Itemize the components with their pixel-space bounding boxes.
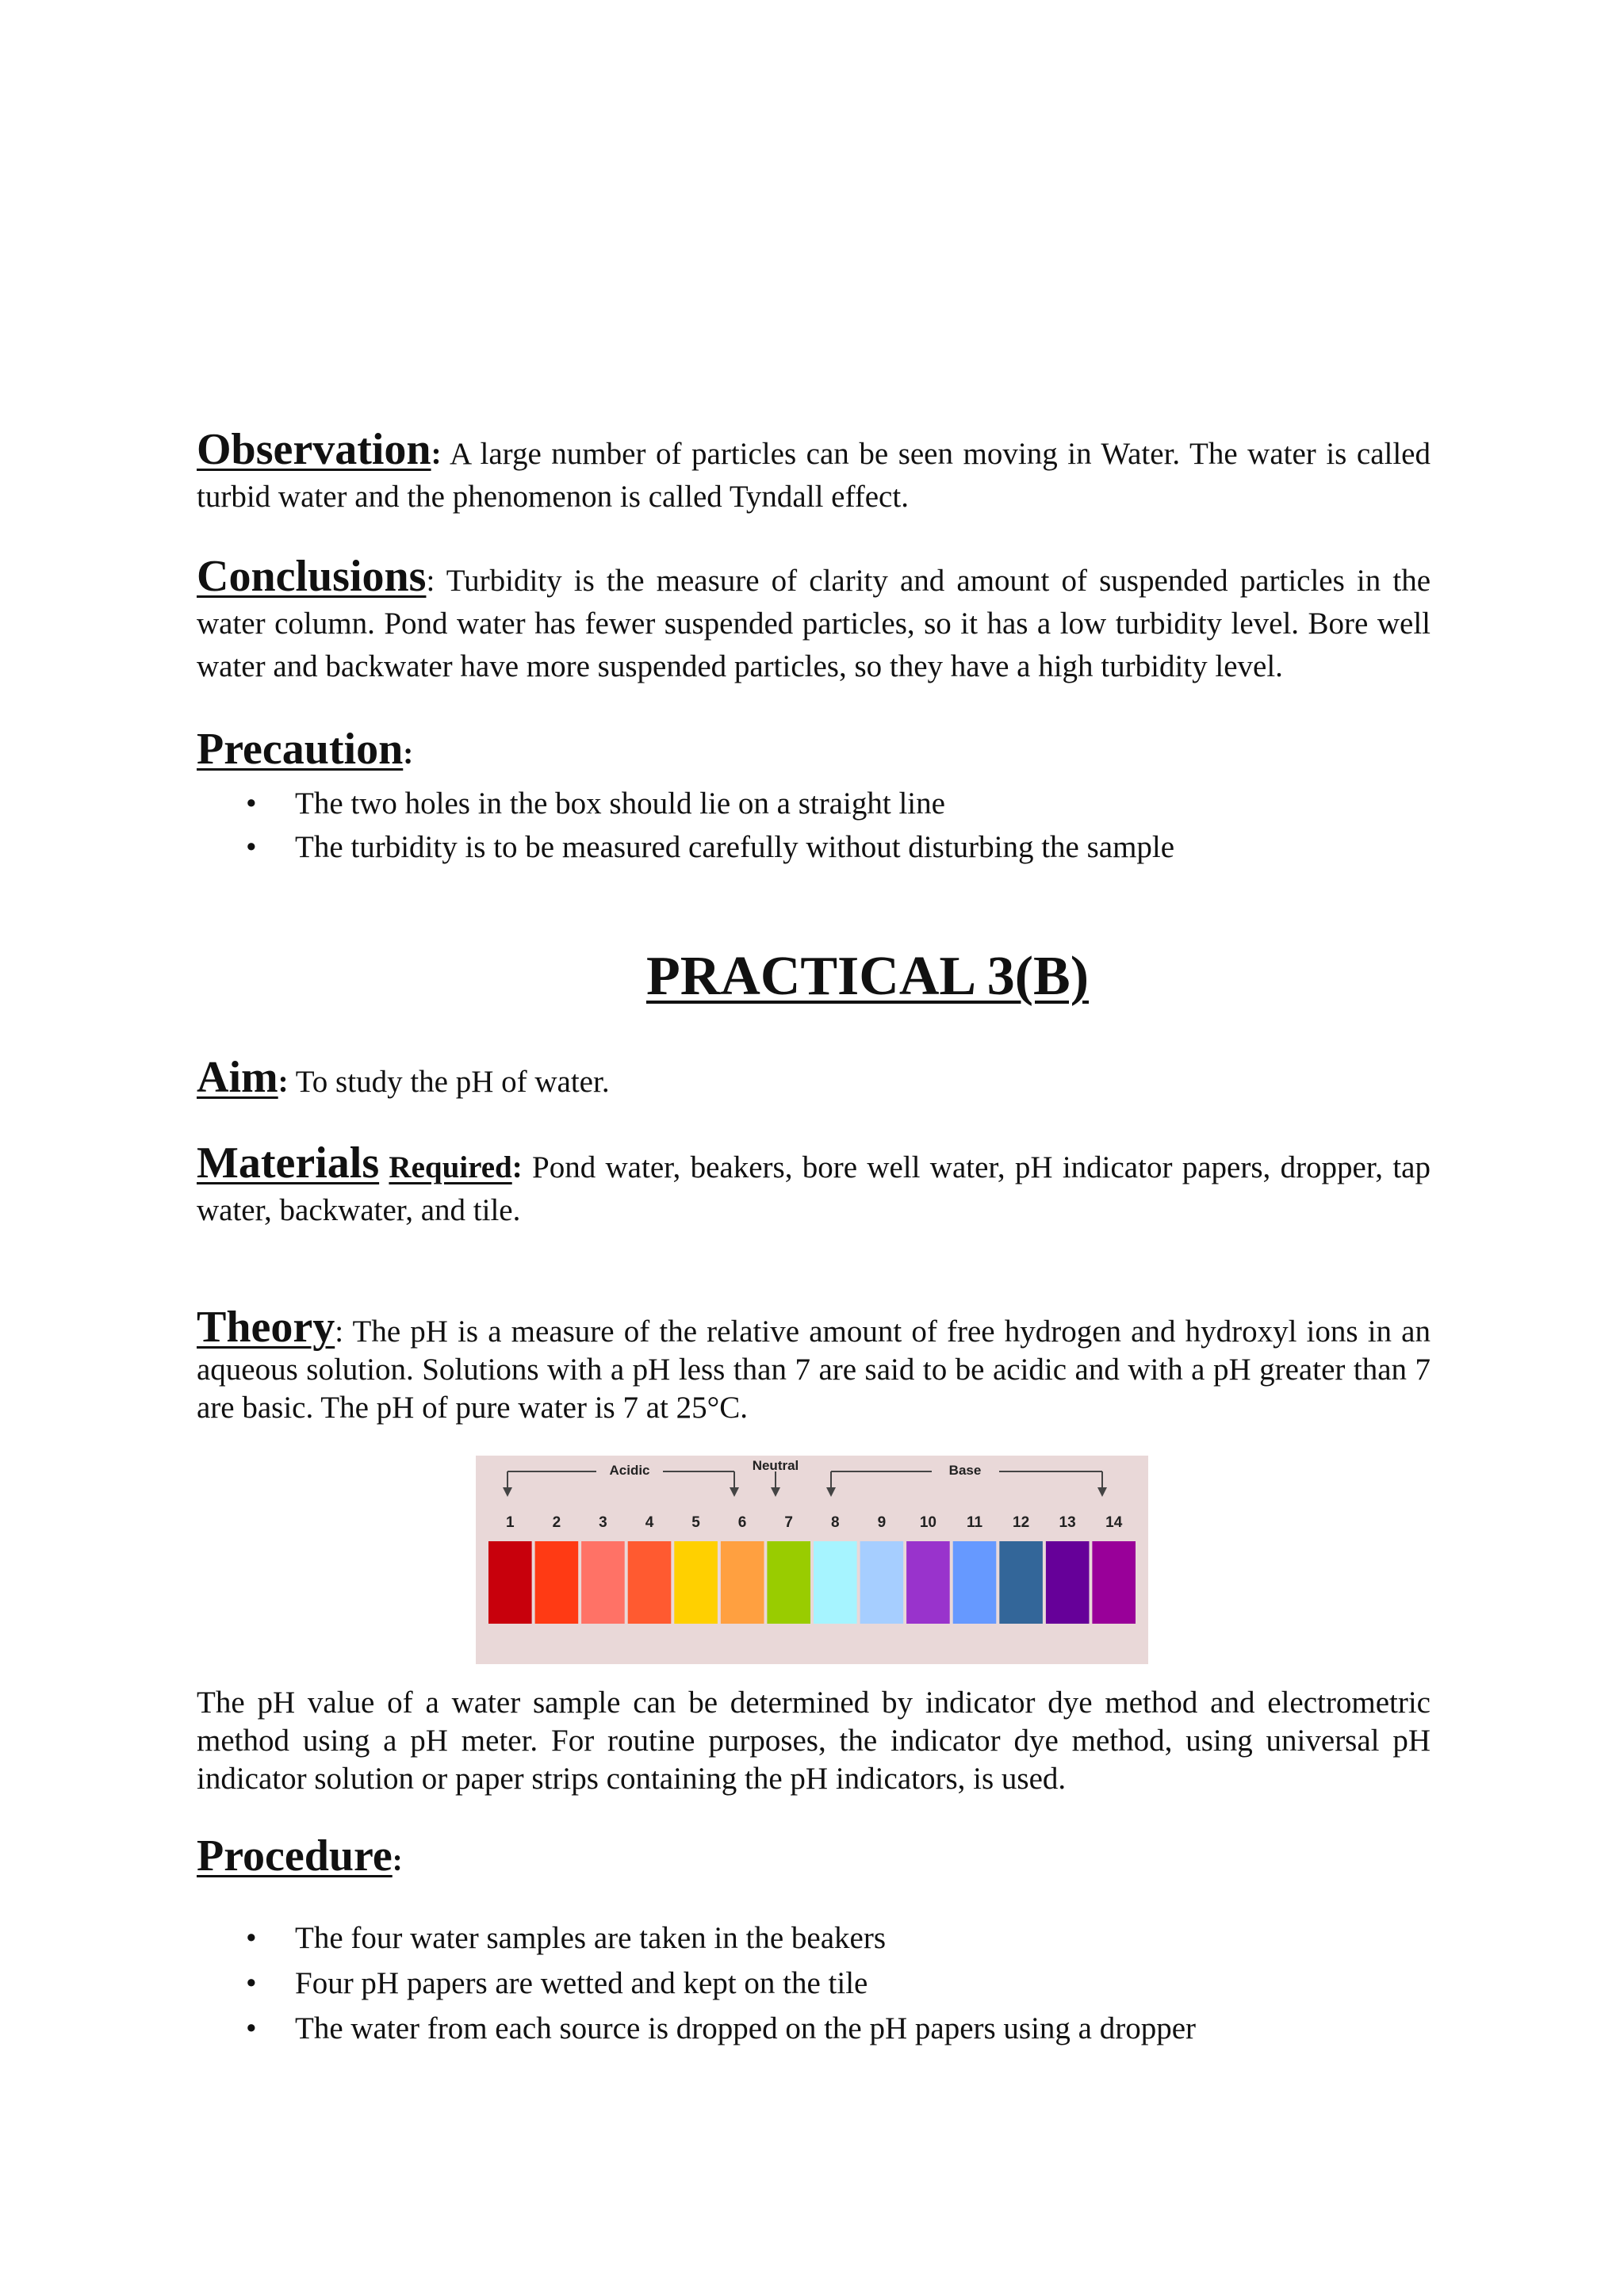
theory-colon: : bbox=[335, 1314, 344, 1349]
ph-swatch-8 bbox=[814, 1541, 857, 1624]
ph-number-9: 9 bbox=[877, 1514, 887, 1531]
conclusions-text: Turbidity is the measure of clarity and amount of suspended particles in the water column. Pond water has fewer suspended particles, so it has a low turbidity level. Bore well water and backwater have more suspended particles, so they have a high turbidity level. bbox=[197, 564, 1431, 683]
ph-label-neutral: Neutral bbox=[752, 1458, 799, 1473]
ph-swatch-4 bbox=[628, 1541, 672, 1624]
ph-numbers bbox=[506, 1514, 1123, 1531]
observation-colon: : bbox=[431, 437, 442, 471]
ph-swatch-9 bbox=[860, 1541, 904, 1624]
ph-swatch-14 bbox=[1092, 1541, 1136, 1624]
ph-swatch-7 bbox=[767, 1541, 810, 1624]
list-item: • The four water samples are taken in the beakers bbox=[197, 1915, 1431, 1961]
ph-swatch-11 bbox=[953, 1541, 997, 1624]
precaution-heading: Precaution bbox=[197, 725, 404, 774]
conclusions-heading: Conclusions bbox=[197, 552, 427, 601]
ph-number-3: 3 bbox=[599, 1514, 607, 1531]
ph-number-11: 11 bbox=[966, 1514, 983, 1531]
materials-colon: : bbox=[511, 1150, 523, 1184]
ph-number-1: 1 bbox=[506, 1514, 515, 1531]
ph-number-7: 7 bbox=[784, 1514, 793, 1531]
ph-number-8: 8 bbox=[831, 1514, 840, 1531]
aim-heading: Aim bbox=[197, 1053, 278, 1102]
materials-heading: Materials bbox=[197, 1138, 380, 1188]
ph-label-acidic: Acidic bbox=[609, 1463, 650, 1478]
list-item: • The turbidity is to be measured carefully without disturbing the sample bbox=[197, 825, 1431, 869]
practical-title: PRACTICAL 3(B) bbox=[645, 946, 1090, 1007]
ph-number-13: 13 bbox=[1059, 1514, 1076, 1531]
ph-number-6: 6 bbox=[737, 1514, 747, 1531]
ph-number-5: 5 bbox=[691, 1514, 700, 1531]
ph-number-12: 12 bbox=[1013, 1514, 1030, 1531]
procedure-section bbox=[197, 1828, 1431, 2051]
procedure-heading: Procedure bbox=[197, 1831, 393, 1881]
ph-number-14: 14 bbox=[1105, 1514, 1123, 1531]
procedure-colon: : bbox=[392, 1843, 403, 1877]
ph-scale-svg bbox=[476, 1456, 1148, 1664]
ph-swatch-2 bbox=[535, 1541, 579, 1624]
conclusions-colon: : bbox=[426, 564, 435, 598]
ph-swatch-13 bbox=[1046, 1541, 1090, 1624]
ph-number-2: 2 bbox=[552, 1514, 561, 1531]
precaution-colon: : bbox=[403, 737, 414, 771]
conclusions-section bbox=[197, 552, 1431, 688]
ph-swatch-5 bbox=[674, 1541, 718, 1624]
ph-number-10: 10 bbox=[919, 1514, 936, 1531]
ph-methods-section bbox=[197, 1684, 1431, 1798]
ph-swatch-12 bbox=[999, 1541, 1043, 1624]
ph-methods-text: The pH value of a water sample can be determined by indicator dye method and electrometric method using a pH meter. For routine purposes, the indicator dye method, using universal pH indicator solution or paper strips containing the pH indicators, is used. bbox=[197, 1686, 1431, 1796]
list-item: • Four pH papers are wetted and kept on the tile bbox=[197, 1961, 1431, 2006]
aim-colon: : bbox=[278, 1065, 289, 1099]
aim-text: To study the pH of water. bbox=[288, 1065, 610, 1099]
aim-section bbox=[197, 1053, 1431, 1104]
materials-heading-small: Required bbox=[389, 1150, 512, 1184]
ph-brackets bbox=[508, 1471, 1102, 1490]
observation-heading: Observation bbox=[197, 425, 431, 474]
theory-section bbox=[197, 1303, 1431, 1427]
ph-scale-figure bbox=[476, 1456, 1148, 1664]
precaution-list bbox=[197, 782, 1431, 869]
ph-swatch-1 bbox=[488, 1541, 532, 1624]
list-item: • The two holes in the box should lie on a straight line bbox=[197, 782, 1431, 825]
ph-swatches bbox=[488, 1541, 1136, 1624]
ph-swatch-6 bbox=[721, 1541, 764, 1624]
procedure-list bbox=[197, 1915, 1431, 2051]
ph-label-base: Base bbox=[948, 1463, 982, 1478]
ph-swatch-10 bbox=[906, 1541, 950, 1624]
observation-text: A large number of particles can be seen moving in Water. The water is called turbid water and the phenomenon is called Tyndall effect. bbox=[197, 437, 1431, 514]
theory-text: The pH is a measure of the relative amount of free hydrogen and hydroxyl ions in an aqueous solution. Solutions with a pH less than 7 are said to be acidic and with a pH greater than 7 are basic. The pH of pure water is 7 at 25°C. bbox=[197, 1314, 1431, 1425]
materials-section bbox=[197, 1138, 1431, 1232]
materials-text: Pond water, beakers, bore well water, pH indicator papers, dropper, tap water, backwater, and tile. bbox=[197, 1150, 1431, 1227]
list-item: • The water from each source is dropped on the pH papers using a dropper bbox=[197, 2006, 1431, 2051]
ph-arrowheads bbox=[503, 1487, 1107, 1497]
precaution-section bbox=[197, 721, 1431, 869]
ph-swatch-3 bbox=[581, 1541, 625, 1624]
observation-section bbox=[197, 425, 1431, 519]
theory-heading: Theory bbox=[197, 1303, 335, 1352]
ph-number-4: 4 bbox=[645, 1514, 654, 1531]
